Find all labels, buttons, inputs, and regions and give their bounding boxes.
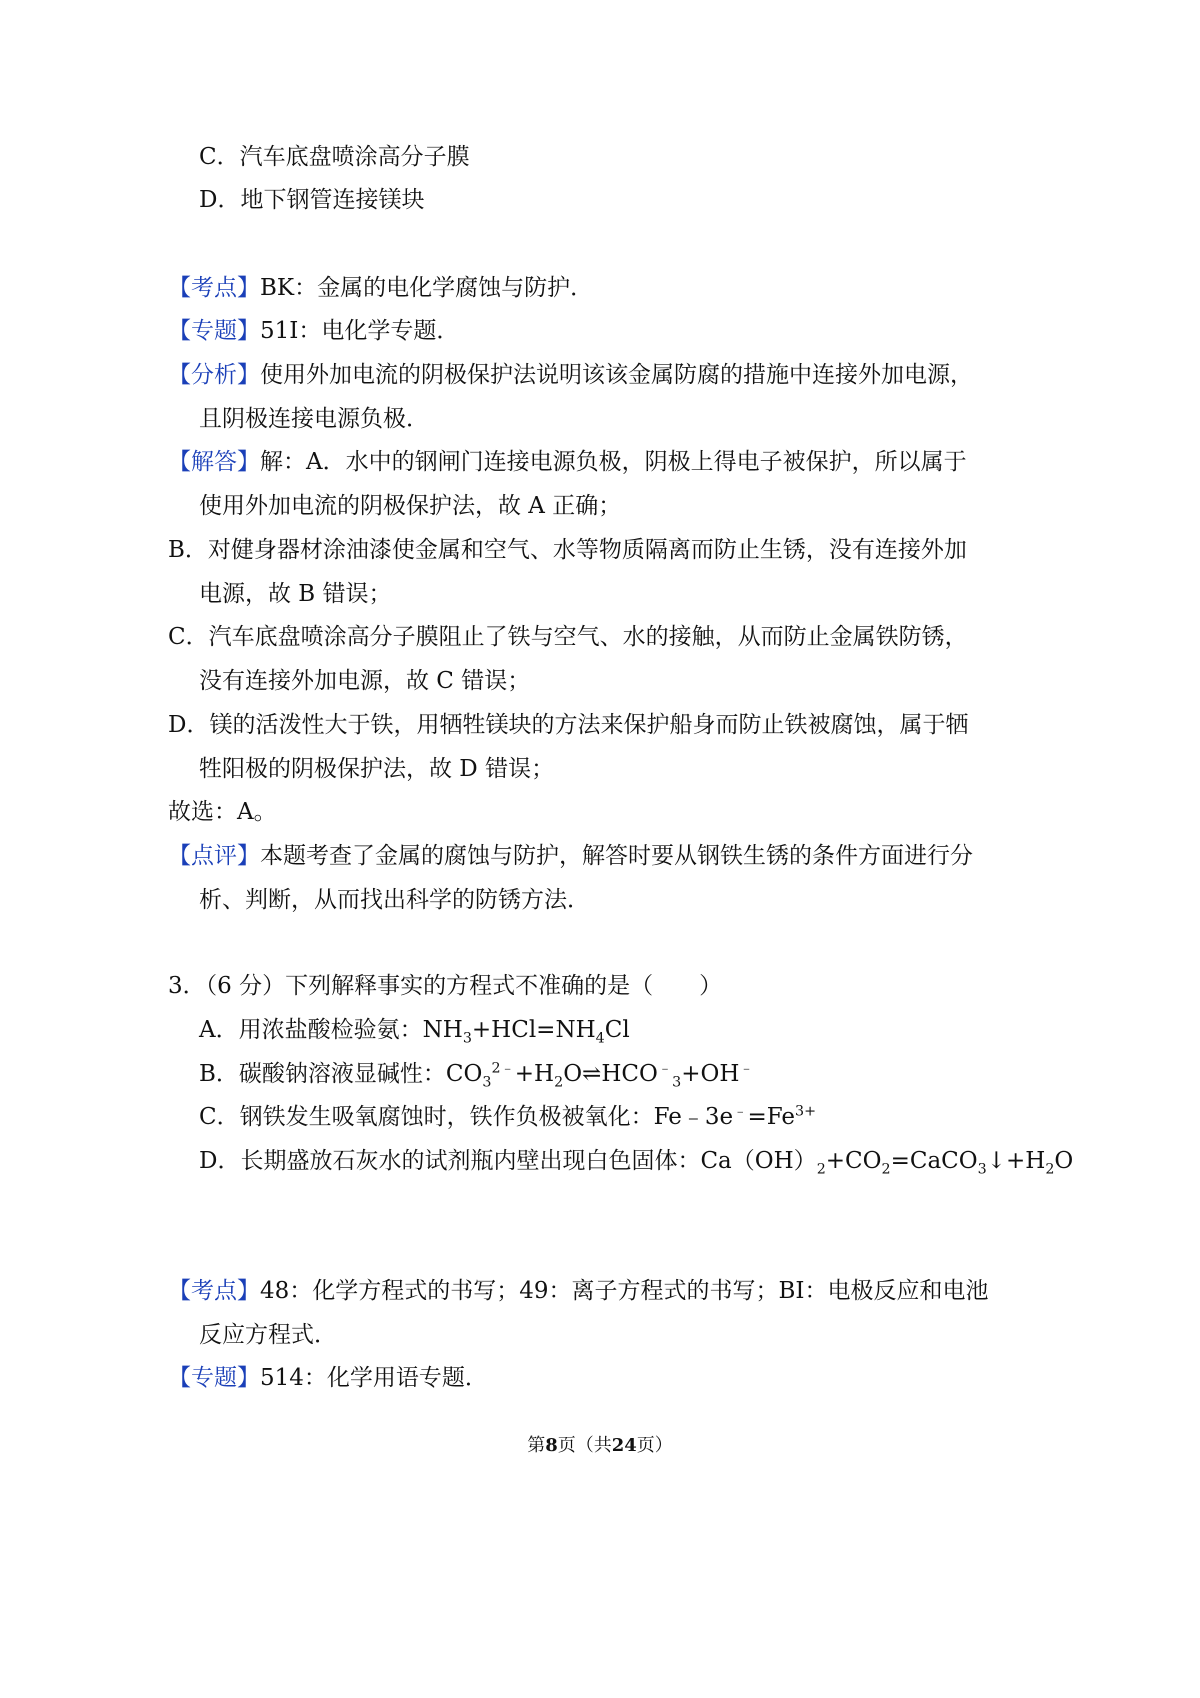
q3-zhuanti-row <box>168 1367 488 1390</box>
fenxi-row <box>168 364 973 387</box>
dianping-row <box>168 845 973 868</box>
q3-option-a-label: A．用浓盐酸检验氨： <box>199 1017 423 1043</box>
formula-text: NH <box>422 1017 463 1043</box>
question-3-stem: 3．（6 分）下列解释事实的方程式不准确的是（ ） <box>168 973 723 999</box>
formula-superscript: ﹣ <box>739 1060 754 1077</box>
formula-text: +CO <box>825 1148 882 1174</box>
formula-subscript: 2 <box>816 1161 826 1178</box>
q3-option-c-label: C．钢铁发生吸氧腐蚀时，铁作负极被氧化： <box>199 1104 654 1130</box>
option-c: C．汽车底盘喷涂高分子膜 <box>199 144 470 170</box>
dianping-line2: 析、判断，从而找出科学的防锈方法． <box>199 887 590 913</box>
formula-superscript: ﹣ <box>733 1103 748 1120</box>
formula-text: Ca（OH） <box>700 1148 817 1174</box>
jieda-b-line2: 电源，故 B 错误； <box>199 581 392 607</box>
q3-option-d-label: D．长期盛放石灰水的试剂瓶内壁出现白色固体： <box>199 1148 701 1174</box>
q3-option-a <box>199 1017 630 1047</box>
footer-text: 页） <box>636 1435 673 1456</box>
jieda-d-line2: 牲阳极的阴极保护法，故 D 错误； <box>199 756 555 782</box>
answer-choice: 故选：A。 <box>168 799 277 825</box>
formula-subscript: 3 <box>672 1074 682 1091</box>
formula-text: +HCl=NH <box>471 1017 596 1043</box>
zhuanti-text: 51I：电化学专题． <box>260 318 460 344</box>
jieda-b-line1: B．对健身器材涂油漆使金属和空气、水等物质隔离而防止生锈，没有连接外加 <box>168 537 967 563</box>
formula-text: =CaCO <box>890 1148 978 1174</box>
formula-text: =Fe <box>747 1104 796 1130</box>
q3-zhuanti-text: 514：化学用语专题． <box>260 1365 488 1391</box>
q3-option-d <box>199 1148 1074 1178</box>
formula-text: O⇌HCO <box>563 1061 658 1087</box>
formula-subscript: 4 <box>595 1030 605 1047</box>
page-footer <box>0 1437 1200 1455</box>
zhuanti-row <box>168 320 459 343</box>
formula-text: ↓+H <box>986 1148 1046 1174</box>
q3-zhuanti-tag: 【专题】 <box>168 1365 260 1391</box>
dianping-line1: 本题考查了金属的腐蚀与防护，解答时要从钢铁生锈的条件方面进行分 <box>260 843 973 869</box>
q3-kaodian-row <box>168 1280 989 1303</box>
footer-text: 第 <box>527 1435 546 1456</box>
jieda-d-line1: D．镁的活泼性大于铁，用牺牲镁块的方法来保护船身而防止铁被腐蚀，属于牺 <box>168 712 969 738</box>
q3-kaodian-tag: 【考点】 <box>168 1278 260 1304</box>
formula-text: CO <box>445 1061 483 1087</box>
footer-text: 页（共 <box>557 1435 612 1456</box>
jieda-c-line1: C．汽车底盘喷涂高分子膜阻止了铁与空气、水的接触，从而防止金属铁防锈， <box>168 624 968 650</box>
formula-text: +OH <box>681 1061 740 1087</box>
formula-subscript: 3 <box>482 1074 492 1091</box>
q3-option-b <box>199 1060 754 1091</box>
jieda-row <box>168 451 967 474</box>
formula-superscript: 3+ <box>795 1103 817 1120</box>
footer-page-number: 8 <box>545 1435 558 1456</box>
formula-superscript: 2﹣ <box>491 1060 515 1077</box>
formula-subscript: 3 <box>462 1030 472 1047</box>
q3-option-b-label: B．碳酸钠溶液显碱性： <box>199 1061 446 1087</box>
q3-kaodian-line2: 反应方程式． <box>199 1322 337 1348</box>
fenxi-tag: 【分析】 <box>168 362 260 388</box>
formula-superscript: ﹣ <box>657 1060 673 1077</box>
q3-option-c <box>199 1103 817 1130</box>
jieda-tag: 【解答】 <box>168 449 260 475</box>
footer-total-pages: 24 <box>611 1435 637 1456</box>
fenxi-line1: 使用外加电流的阴极保护法说明该该金属防腐的措施中连接外加电源， <box>260 362 973 388</box>
jieda-c-line2: 没有连接外加电源，故 C 错误； <box>199 668 531 694</box>
formula-text: +H <box>514 1061 555 1087</box>
kaodian-text: BK：金属的电化学腐蚀与防护． <box>260 275 594 301</box>
formula-subscript: 2 <box>881 1161 891 1178</box>
option-d: D．地下钢管连接镁块 <box>199 187 425 213</box>
formula-text: Cl <box>604 1017 630 1043</box>
kaodian-tag: 【考点】 <box>168 275 260 301</box>
dianping-tag: 【点评】 <box>168 843 260 869</box>
fenxi-line2: 且阴极连接电源负极． <box>199 406 429 432</box>
jieda-line2: 使用外加电流的阴极保护法，故 A 正确； <box>199 493 622 519</box>
formula-subscript: 2 <box>1045 1161 1055 1178</box>
formula-text: O <box>1054 1148 1074 1174</box>
q3-kaodian-line1: 48：化学方程式的书写；49：离子方程式的书写；BI：电极反应和电池 <box>260 1278 989 1304</box>
formula-subscript: 2 <box>554 1074 564 1091</box>
formula-text: Fe﹣3e <box>653 1104 734 1130</box>
kaodian-row <box>168 277 593 300</box>
jieda-line1: 解：A．水中的钢闸门连接电源负极，阴极上得电子被保护，所以属于 <box>260 449 967 475</box>
formula-subscript: 3 <box>977 1161 987 1178</box>
zhuanti-tag: 【专题】 <box>168 318 260 344</box>
